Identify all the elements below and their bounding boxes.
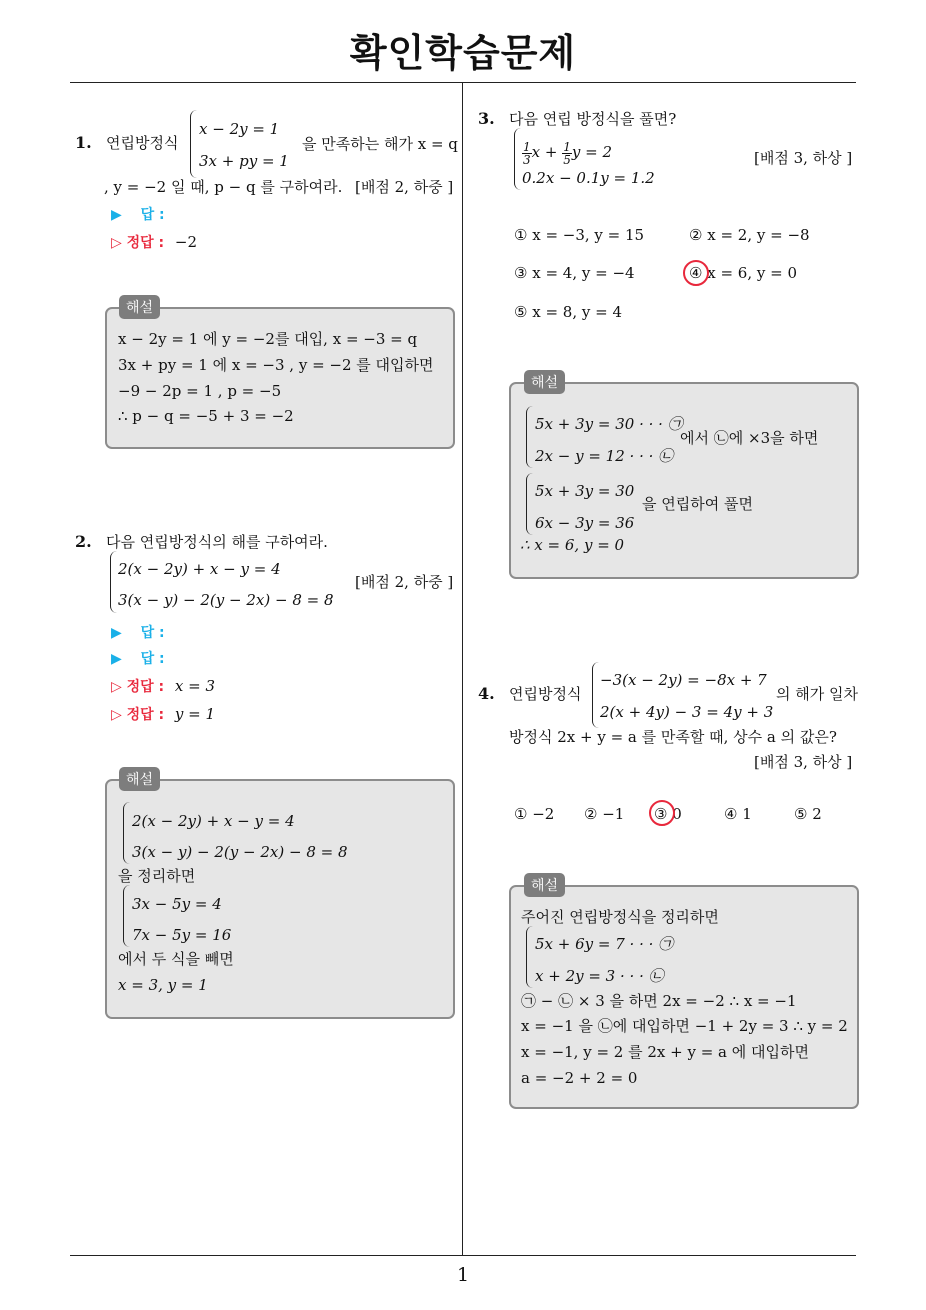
explanation-line: 3x + py = 1 에 x = −3 , y = −2 를 대입하면 <box>118 356 434 374</box>
equation-1: $\frac{1}{3}$ x + $\frac{1}{5}$ y = 2 <box>523 139 612 167</box>
explanation-line: 에서 ㉡에 ×3을 하면 <box>680 429 819 447</box>
question-prefix: 다음 연립 방정식을 풀면? <box>509 110 677 128</box>
explanation-line: 을 연립하여 풀면 <box>642 495 753 513</box>
correct-arrow-icon: ▷ <box>111 707 122 723</box>
explanation-line: −9 − 2p = 1 , p = −5 <box>118 382 282 400</box>
system-brace <box>526 406 533 468</box>
answer-arrow-icon: ▶ <box>111 625 122 641</box>
explanation-equation: 5x + 3y = 30 · · · ㉠ <box>535 415 683 433</box>
question-meta: [배점 2, 하중 ] <box>355 573 454 591</box>
question-number: 3. <box>478 109 495 128</box>
equation-2: 3(x − y) − 2(y − 2x) − 8 = 8 <box>118 591 334 609</box>
explanation-tag: 해설 <box>119 767 160 791</box>
explanation-line: 을 정리하면 <box>118 867 196 885</box>
explanation-tag: 해설 <box>119 295 160 319</box>
explanation-line: x = −1 을 ㉡에 대입하면 −1 + 2y = 3 ∴ y = 2 <box>521 1017 848 1035</box>
answer-row[interactable] <box>111 205 165 225</box>
equation-2: 2(x + 4y) − 3 = 4y + 3 <box>600 703 774 721</box>
explanation-line: ∴ p − q = −5 + 3 = −2 <box>118 407 294 425</box>
choice-1[interactable]: ① x = −3, y = 15 <box>514 226 645 244</box>
explanation-line: x = 3, y = 1 <box>118 976 208 994</box>
equation-1: x − 2y = 1 <box>199 120 280 138</box>
system-brace <box>526 473 533 535</box>
question-prefix: 다음 연립방정식의 해를 구하여라. <box>106 533 328 551</box>
explanation-line: ∴ x = 6, y = 0 <box>520 536 625 554</box>
question-number: 4. <box>478 684 495 703</box>
correct-answer-row <box>111 232 197 253</box>
choice-4[interactable]: ④ 1 <box>724 805 752 823</box>
correct-label: 정답 : <box>126 235 165 251</box>
explanation-line: a = −2 + 2 = 0 <box>521 1069 638 1087</box>
system-brace <box>123 802 130 864</box>
explanation-equation: 6x − 3y = 36 <box>535 514 635 532</box>
explanation-line: x − 2y = 1 에 y = −2를 대입, x = −3 = q <box>118 330 418 348</box>
explanation-equation: x + 2y = 3 · · · ㉡ <box>535 967 664 985</box>
system-brace <box>110 551 117 613</box>
explanation-equation: 2(x − 2y) + x − y = 4 <box>132 812 295 830</box>
explanation-line: 주어진 연립방정식을 정리하면 <box>521 908 719 926</box>
answer-arrow-icon: ▶ <box>111 207 122 223</box>
question-tail: 의 해가 일차 <box>776 685 858 703</box>
correct-answer-row <box>111 676 215 697</box>
explanation-line: x = −1, y = 2 를 2x + y = a 에 대입하면 <box>521 1043 809 1061</box>
correct-label: 정답 : <box>126 707 165 723</box>
question-number: 1. <box>75 133 92 152</box>
system-brace <box>526 926 533 988</box>
system-brace <box>123 885 130 947</box>
page-title: 확인학습문제 <box>349 31 577 75</box>
answer-label: 답 : <box>140 207 165 223</box>
question-number: 2. <box>75 532 92 551</box>
correct-arrow-icon: ▷ <box>111 679 122 695</box>
correct-answer-row <box>111 704 215 725</box>
equation-1: 2(x − 2y) + x − y = 4 <box>118 560 281 578</box>
explanation-equation: 5x + 6y = 7 · · · ㉠ <box>535 935 674 953</box>
question-prefix: 연립방정식 <box>106 134 179 152</box>
question-meta: [배점 2, 하중 ] <box>355 178 454 196</box>
question-meta: [배점 3, 하상 ] <box>754 753 853 771</box>
explanation-equation: 3x − 5y = 4 <box>132 895 222 913</box>
choice-5[interactable]: ⑤ 2 <box>794 805 822 823</box>
page-number: 1 <box>456 1264 470 1286</box>
explanation-equation: 3(x − y) − 2(y − 2x) − 8 = 8 <box>132 843 348 861</box>
question-condition-2: , y = −2 일 때, p − q 를 구하여라. <box>104 178 343 196</box>
choice-4[interactable]: ④ x = 6, y = 0 <box>689 264 797 282</box>
correct-value: x = 3 <box>174 677 215 695</box>
answer-label: 답 : <box>140 651 165 667</box>
explanation-equation: 2x − y = 12 · · · ㉡ <box>535 447 674 465</box>
choice-1[interactable]: ① −2 <box>514 805 555 823</box>
choice-5[interactable]: ⑤ x = 8, y = 4 <box>514 303 622 321</box>
choice-3[interactable]: ③ 0 <box>654 805 682 823</box>
question-meta: [배점 3, 하상 ] <box>754 149 853 167</box>
answer-label: 답 : <box>140 625 165 641</box>
choice-3[interactable]: ③ x = 4, y = −4 <box>514 264 635 282</box>
system-brace <box>592 662 599 728</box>
explanation-line: ㉠ − ㉡ × 3 을 하면 2x = −2 ∴ x = −1 <box>521 992 797 1010</box>
question-prefix: 연립방정식 <box>509 685 582 703</box>
correct-value: y = 1 <box>174 705 215 723</box>
correct-label: 정답 : <box>126 679 165 695</box>
equation-2: 3x + py = 1 <box>199 152 289 170</box>
correct-arrow-icon: ▷ <box>111 235 122 251</box>
equation-2: 0.2x − 0.1y = 1.2 <box>522 169 655 187</box>
system-brace <box>514 128 521 190</box>
explanation-equation: 5x + 3y = 30 <box>535 482 635 500</box>
bottom-rule <box>70 1255 856 1256</box>
selected-answer-circle <box>683 260 709 286</box>
column-divider <box>462 83 463 1255</box>
selected-answer-circle <box>649 800 675 826</box>
system-brace <box>190 110 197 178</box>
explanation-tag: 해설 <box>524 370 565 394</box>
explanation-line: 에서 두 식을 빼면 <box>118 950 234 968</box>
equation-1: −3(x − 2y) = −8x + 7 <box>600 671 767 689</box>
question-condition: 을 만족하는 해가 x = q <box>302 135 458 153</box>
answer-arrow-icon: ▶ <box>111 651 122 667</box>
choice-2[interactable]: ② x = 2, y = −8 <box>689 226 810 244</box>
answer-row[interactable] <box>111 623 165 643</box>
correct-value: −2 <box>174 233 197 251</box>
explanation-equation: 7x − 5y = 16 <box>132 926 232 944</box>
answer-row[interactable] <box>111 649 165 669</box>
explanation-tag: 해설 <box>524 873 565 897</box>
question-tail-2: 방정식 2x + y = a 를 만족할 때, 상수 a 의 값은? <box>509 728 837 746</box>
choice-2[interactable]: ② −1 <box>584 805 625 823</box>
